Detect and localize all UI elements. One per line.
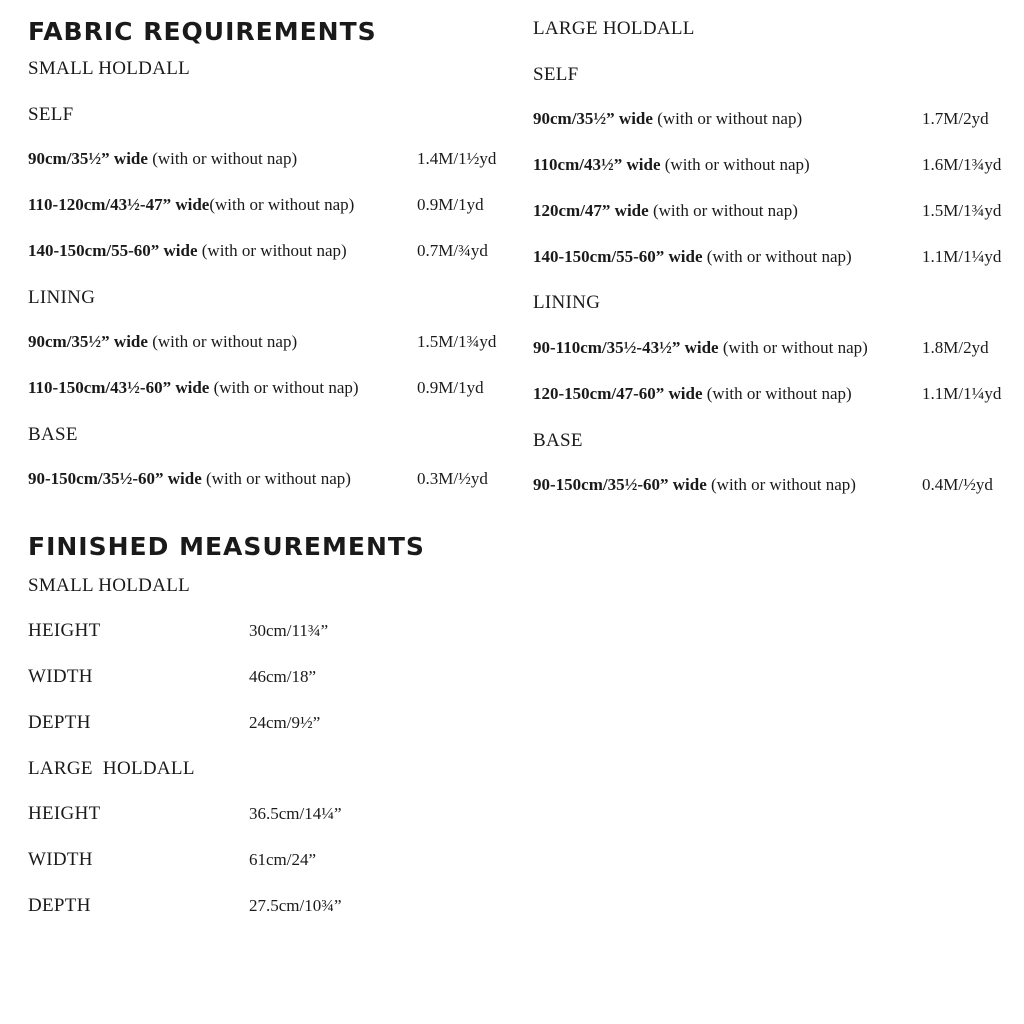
fabric-amount: 1.6M/1¾yd bbox=[922, 155, 1002, 174]
small-base-heading: BASE bbox=[28, 424, 78, 445]
fabric-amount: 0.9M/1yd bbox=[417, 195, 484, 214]
fabric-row bbox=[533, 473, 1018, 497]
fabric-width: 140-150cm/55-60” wide bbox=[28, 241, 198, 260]
fabric-amount: 1.5M/1¾yd bbox=[417, 332, 497, 351]
measurement-label: HEIGHT bbox=[28, 620, 101, 641]
fabric-row bbox=[28, 239, 518, 263]
small-self-heading: SELF bbox=[28, 104, 74, 125]
fabric-note: (with or without nap) bbox=[152, 332, 298, 351]
measurement-row bbox=[28, 711, 428, 735]
measure-large-holdall-title: LARGE HOLDALL bbox=[28, 758, 195, 779]
fabric-row bbox=[533, 336, 1018, 360]
measurement-value: 36.5cm/14¼” bbox=[249, 804, 342, 823]
measurement-label: WIDTH bbox=[28, 666, 93, 687]
fabric-row bbox=[533, 245, 1018, 269]
fabric-width: 90-150cm/35½-60” wide bbox=[28, 469, 202, 488]
fabric-amount: 1.1M/1¼yd bbox=[922, 247, 1002, 266]
fabric-amount: 1.5M/1¾yd bbox=[922, 201, 1002, 220]
fabric-requirements-heading: FABRIC REQUIREMENTS bbox=[28, 17, 377, 46]
measurement-row bbox=[28, 848, 428, 872]
fabric-amount: 1.7M/2yd bbox=[922, 109, 989, 128]
fabric-note: (with or without nap) bbox=[706, 384, 852, 403]
fabric-note: (with or without nap) bbox=[664, 155, 810, 174]
fabric-row bbox=[28, 376, 518, 400]
measurement-label: HEIGHT bbox=[28, 803, 101, 824]
measurement-value: 46cm/18” bbox=[249, 667, 317, 686]
fabric-note: (with or without nap) bbox=[206, 469, 351, 488]
fabric-note: (with or without nap) bbox=[213, 378, 359, 397]
fabric-amount: 0.3M/½yd bbox=[417, 469, 488, 488]
fabric-width: 120cm/47” wide bbox=[533, 201, 649, 220]
fabric-note: (with or without nap) bbox=[201, 241, 347, 260]
fabric-note: (with or without nap) bbox=[209, 195, 355, 214]
fabric-note: (with or without nap) bbox=[722, 338, 868, 357]
measurement-row bbox=[28, 894, 428, 918]
fabric-amount: 1.8M/2yd bbox=[922, 338, 989, 357]
measurement-row bbox=[28, 619, 428, 643]
fabric-width: 120-150cm/47-60” wide bbox=[533, 384, 703, 403]
measurement-row bbox=[28, 802, 428, 826]
fabric-row bbox=[533, 199, 1018, 223]
fabric-width: 90cm/35½” wide bbox=[533, 109, 653, 128]
measurement-label: WIDTH bbox=[28, 849, 93, 870]
measurement-value: 27.5cm/10¾” bbox=[249, 896, 342, 915]
measure-small-holdall-title: SMALL HOLDALL bbox=[28, 575, 191, 596]
fabric-row bbox=[28, 193, 518, 217]
fabric-note: (with or without nap) bbox=[652, 201, 798, 220]
fabric-row bbox=[533, 382, 1018, 406]
fabric-width: 90-110cm/35½-43½” wide bbox=[533, 338, 719, 357]
fabric-row bbox=[28, 330, 518, 354]
fabric-width: 140-150cm/55-60” wide bbox=[533, 247, 703, 266]
measurement-value: 30cm/11¾” bbox=[249, 621, 329, 640]
measurement-label: DEPTH bbox=[28, 895, 91, 916]
small-lining-heading: LINING bbox=[28, 287, 96, 308]
fabric-amount: 0.4M/½yd bbox=[922, 475, 993, 494]
large-lining-heading: LINING bbox=[533, 292, 601, 313]
fabric-amount: 1.4M/1½yd bbox=[417, 149, 497, 168]
fabric-note: (with or without nap) bbox=[711, 475, 856, 494]
fabric-row bbox=[533, 153, 1018, 177]
large-base-heading: BASE bbox=[533, 430, 583, 451]
large-holdall-title: LARGE HOLDALL bbox=[533, 18, 695, 39]
fabric-width: 90-150cm/35½-60” wide bbox=[533, 475, 707, 494]
finished-measurements-heading: FINISHED MEASUREMENTS bbox=[28, 532, 425, 561]
fabric-note: (with or without nap) bbox=[152, 149, 298, 168]
fabric-width: 90cm/35½” wide bbox=[28, 149, 148, 168]
measurement-row bbox=[28, 665, 428, 689]
fabric-width: 110-150cm/43½-60” wide bbox=[28, 378, 210, 397]
fabric-note: (with or without nap) bbox=[657, 109, 803, 128]
fabric-width: 90cm/35½” wide bbox=[28, 332, 148, 351]
measurement-value: 24cm/9½” bbox=[249, 713, 321, 732]
fabric-width: 110-120cm/43½-47” wide bbox=[28, 195, 210, 214]
large-self-heading: SELF bbox=[533, 64, 579, 85]
fabric-width: 110cm/43½” wide bbox=[533, 155, 661, 174]
small-holdall-title: SMALL HOLDALL bbox=[28, 58, 191, 79]
fabric-note: (with or without nap) bbox=[706, 247, 852, 266]
measurement-label: DEPTH bbox=[28, 712, 91, 733]
fabric-row bbox=[533, 107, 1018, 131]
fabric-amount: 1.1M/1¼yd bbox=[922, 384, 1002, 403]
measurement-value: 61cm/24” bbox=[249, 850, 317, 869]
fabric-amount: 0.9M/1yd bbox=[417, 378, 484, 397]
fabric-row bbox=[28, 147, 518, 171]
fabric-amount: 0.7M/¾yd bbox=[417, 241, 488, 260]
fabric-row bbox=[28, 467, 518, 491]
